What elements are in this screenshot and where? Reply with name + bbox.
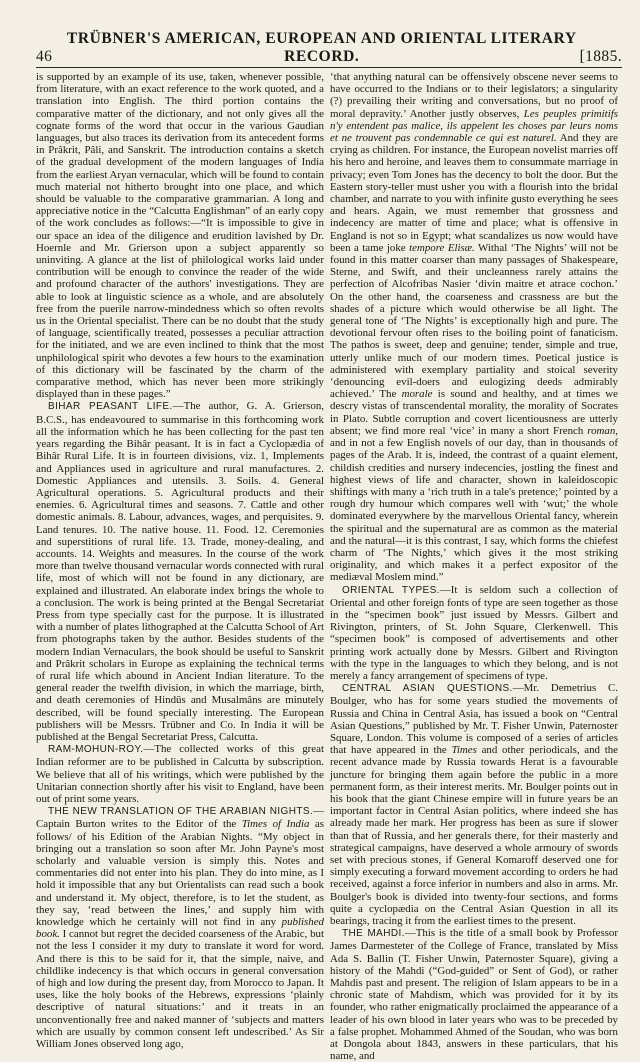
nights-text-d: is sound and healthy, and at times we descry vistas of transcendental morality, the morality of Socrates in Plato. Subtle corruption and covert licentiousness are utterly absent; we find more real ‘vice’ in many a short French [330,388,618,437]
arab-body-c: I cannot but regret the decided coarseness of the Arabic, but not the less I consider it my duty to translate it word for word. And there is this to be said for it, that the simple, naive, and childlike indecency is that which occurs in general conversation of high and low during the present day, from Morocco to Japan. It uses, like the holy books of the Hebrews, expressions ‘plainly descriptive of natural situations:’ and it treats in an unconventionally free and naked manner of ‘subjects and matters which are usually by common consent left undescribed.’ As Sir William Jones observed long ago, [36,928,324,1051]
central-body-b: and other periodicals, and the recent advance made by Russia towards Herat is a favourable juncture for bringing them again before the public in a more permanent form, as their interest merits. Mr. Boulger points out in his book that the giant Chinese empire will in future years be an important factor in Central Asian politics, where indeed she has already made her mark. Her progress has been as sure if slower than that of Russia, and her generals there, for their masterly and strategical campaigns, have deserved a whole armoury of swords set with precious stones, if General Komaroff deserved one for simply executing a forward movement according to orders he had received, against a force inferior in numbers and also in arms. Mr. Boulger's book is divided into twenty-four sections, and forms quite a cyclopædia on the Central Asian Question in all its bearings, tracing it from the earliest times to the present. [330,744,618,928]
section-heading-oriental-types: ORIENTAL TYPES. [342,584,440,596]
nights-text-b: And they are crying as children. For instance, the European novelist marries off his hero and heroine, and leaves them to consummate marriage in privacy; even Tom Jones has the decency to bolt the door. But the Eastern story-teller must usher you with a flourish into the bridal chamber, and narrate to you with infinite gusto everything he sees and hears. Again, we must remember that grossness and indecency are matter of time and place; what is offensive in England is not so in Egypt; what scandalizes us now would have been a tame joke [330,132,619,254]
nights-text-a: ‘that anything natural can be offensively obscene never seems to have occurred to the Indians or to their legislators; a singularity (?) prevailing their writing and conversations, but no proof of moral depravity.’ Another justly observes, [330,71,618,120]
central-body-a: —Mr. Demetrius C. Boulger, who has for some years studied the movements of Russia and China in Central Asia, has issued a book on “Central Asian Questions,” published by Mr. T. Fisher Unwin, Paternoster Square, London. This volume is composed of a series of articles that have appeared in the [330,682,618,757]
header-rule [36,67,622,68]
oriental-body: —It is seldom such a collection of Oriental and other foreign fonts of type are seen together as those in the “specimen book” just issued by Messrs. Gilbert and Rivington, printers, of St. John Square, Clerkenwell. This “specimen book” is composed of advertisements and other printing work actually done by Messrs. Gilbert and Rivington with the type in the languages to which they belong, and is not merely a fancy arrangement of specimens of type. [330,583,618,682]
header-year: [1885. [579,48,622,65]
tempore-elisae: tempore Elisæ. [409,241,475,254]
paragraph-arabian-nights [36,805,324,1050]
section-heading-central-asian: CENTRAL ASIAN QUESTIONS. [342,683,513,695]
left-column [36,71,325,1051]
paragraph-the-mahdi [330,927,618,1062]
paragraph-central-asian-questions [330,682,618,927]
arab-published-book: published book. [36,916,324,941]
section-heading-arabian-nights: THE NEW TRANSLATION OF THE ARABIAN NIGHTS. [48,806,314,818]
arab-times-of-india: Times of India [241,818,310,831]
mahdi-body: —This is the title of a small book by Professor James Darmesteter of the College of France, translated by Miss Ada S. Ballin (T. Fisher Unwin, Paternoster Square), giving a history of the Mahdi (“God-guided” or Sent of God), or rather Mahdis past and present. The religion of Islam appears to be in a chronic state of Mahdism, which was provided for it by its founder, who rather enigmatically proclaimed the appearance of a leader of his own blood in later years who was to be preceded by a false prophet. Mohammed Ahmed of the Soudan, who was born at Dongola about 1843, answers in these particulars, that his name, and [330,927,618,1062]
running-header [36,30,622,66]
section-heading-ram-mohun-roy: RAM-MOHUN-ROY. [48,744,144,756]
paragraph-oriental-types [330,584,618,683]
nights-text-c: Withal ‘The Nights’ will not be found in this matter coarser than many passages of Shakespeare, Sterne, and Swift, and their uncleanness rarely attains the perfection of Alcofribas Nasier ‘divin maitre et atrace cochon.’ On the other hand, the coarseness and crassness are but the shades of a picture which would otherwise be all light. The general tone of ‘The Nights’ is exceptionally high and pure. The devotional fervour often rises to the boiling point of fanaticism. The pathos is sweet, deep and genuine; tender, simple and true, utterly unlike much of our modern times. Poetical justice is administered with exemplary partiality and stoical severity ‘denouncing evil-doers and eulogizing deeds admirably achieved.’ The [330,241,619,401]
arab-body-a: —Captain Burton writes to the Editor of the [36,805,324,831]
nights-text-e: and in not a few English novels of our day, than in thousands of pages of the Arab. It is, indeed, the contrast of a quaint element, childish credities and nursery indecencies, jostling the finest and highest views of life and character, shown in kaleidoscopic shiftings with many a ‘rich truth in a tale's pretence;’ pointed by a rough dry humour which compares well with ‘wut;’ the whole dominated everywhere by the marvellous Oriental fancy, wherein the spiritual and the supernatural are as common as the material and the natural—it is this contrast, I say, which forms the chiefest charm of ‘The Nights,’ which gives it the most striking originality, and which makes it a perfect expositor of the mediæval Moslem mind.” [330,437,618,584]
paragraph-bihar-peasant-life [36,400,324,743]
ram-body: —The collected works of this great Indian reformer are to be published in Calcutta by subscription. We believe that all of his writings, which were published by the Unitarian connection shortly after his visit to England, have been out of print some years. [36,743,324,805]
right-column [330,71,619,1062]
section-heading-mahdi: THE MAHDI. [342,928,405,940]
paragraph-arabian-nights-continued [330,71,618,584]
bihar-body: —The author, G. A. Grierson, B.C.S., has endeavoured to summarise in this forthcoming work all the information which he has been collecting for the past ten years regarding the Bihâr peasant. It is in fact a Cyclopædia of Bihâr Rural Life. It is in fourteen divisions, viz. 1, Implements and Appliances used in agriculture and rural manufactures. 2. Domestic Appliances and utensils. 3. Soils. 4. General Agricultural operations. 5. Agricultural products and their enemies. 6. Agricultural times and seasons. 7. Cattle and other domestic animals. 8. Labour, advances, wages, and perquisites. 9. Land tenures. 10. The native house. 11. Food. 12. Ceremonies and superstitions of rural life. 13. Trade, money-dealing, and accounts. 14. Weights and measures. In the course of the work more than twelve thousand vernacular words connected with rural life, most of which will not be found in any dictionary, are explained and illustrated. An elaborate index brings the whole to a conclusion. The work is being printed at the Bengal Secretariat Press from type specially cast for the purpose. It is illustrated with a number of plates lithographed at the Calcutta School of Art from photographs taken by the author. Besides students of the modern Indian Vernaculars, the book should be useful to Sanskrit and Prâkrit scholars in Europe as explaining the technical terms of rural life which abound in Ancient Indian literature. To the general reader the twelfth division, in which the marriage, birth, and death ceremonies of Hindûs and Musalmâns are minutely described, will be found specially interesting. The European publishers will be Messrs. Trübner and Co. In India it will be published at the Bengal Secretariat Press, Calcutta. [36,400,324,743]
roman-word: roman, [587,424,618,437]
morale-word: morale [401,388,433,401]
journal-title: TRÜBNER'S AMERICAN, EUROPEAN AND ORIENTAL LITERARY RECORD. [66,30,577,65]
section-heading-bihar: BIHAR PEASANT LIFE. [48,401,173,413]
paragraph-ram-mohun-roy [36,743,324,805]
page-number: 46 [36,48,53,65]
central-times: Times [451,744,477,757]
arab-body-b: as follows/ of his Edition of the Arabian Nights. “My object in bringing out a translation so soon after Mr. John Payne's most scholarly and valuable version is simply this. Notes and commentaries did not enter into his plan. They do into mine, as I hold it impossible that any but Orientalists can read such a book and understand it. My object, therefore, is to let the student, as they say, ‘read between the lines,’ and supply him with knowledge which he certainly will not find in any [36,818,325,929]
paragraph-dictionary-continued: is supported by an example of its use, taken, whenever possible, from literature, with an exact reference to the work quoted, and a translation into English. The third portion contains the comparative matter of the dictionary, and not only gives all the cognate forms of the word that occur in the various Gaudian languages, but also traces its derivation from its antecedent forms in Prâkrit, Pâli, and Sanskrit. The introduction contains a sketch of the gradual development of the modern languages of India from the earliest Aryan vernacular, which will be found to contain much material not hitherto brought into one place, and which should be valuable to the comparative grammarian. A long and appreciative notice in the “Calcutta Englishman” of an early copy of the work concludes as follows:—“It is impossible to give in our space an idea of the diligence and erudition lavished by Dr. Hoernle and Mr. Grierson upon a subject apparently so uninviting. A glance at the list of philological works laid under contribution will be enough to convince the reader of the wide and profound character of the authors' investigations. They are able to look at linguistic science as a whole, and are absolutely free from the puerile narrow-mindedness which so often revolts us in the Oriental specialist. There can be no doubt that the study of language, scientifically treated, possesses a peculiar attraction for the initiated, and we are even inclined to think that the most unphilological spirit who devotes a few hours to the examination of this dictionary will be fascinated by the charm of the comparative method, which has never been more strikingly displayed than in these pages.” [36,71,324,401]
french-quotation: Les peuples primitifs n'y entendent pas malice, ils appelent les choses par leurs noms et ne trouvent pas condemnable ce qui est naturel. [330,107,618,145]
